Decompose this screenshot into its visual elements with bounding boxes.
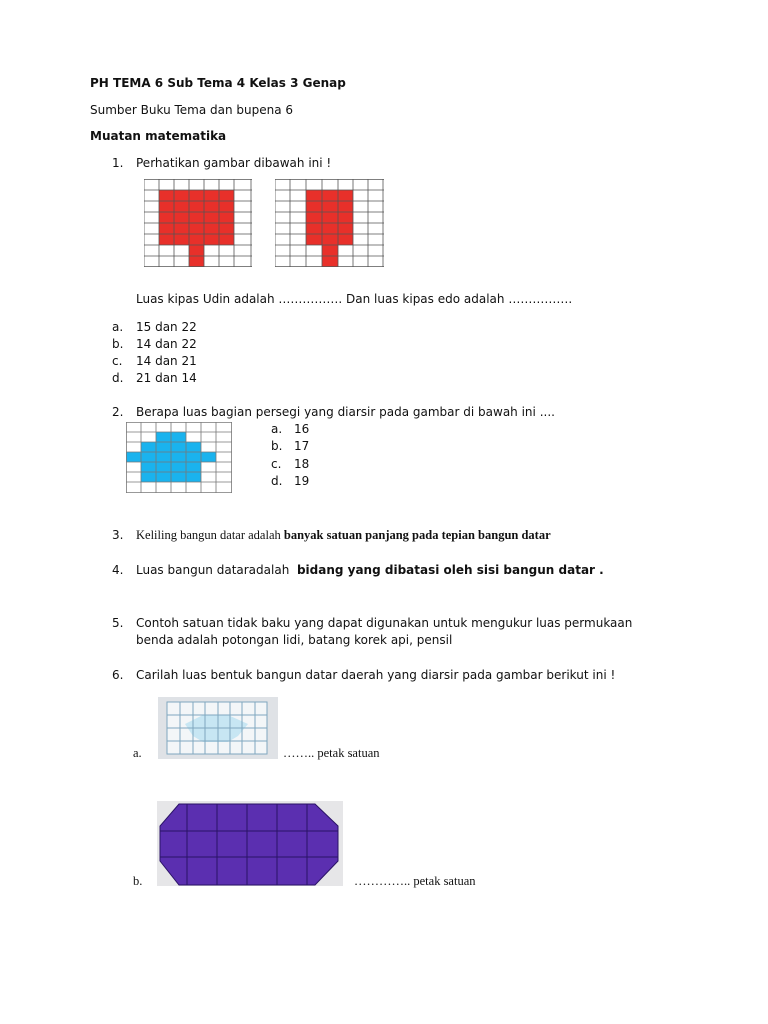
q1-option-text: 15 dan 22: [136, 320, 197, 334]
q1-option-letter: b.: [112, 337, 124, 351]
q3-text-bold: banyak satuan panjang pada tepian bangun datar: [283, 528, 551, 542]
q6b-letter: b.: [133, 874, 143, 888]
q1-statement: Luas kipas Udin adalah ……………. Dan luas kipas edo adalah …………….: [136, 292, 573, 306]
q2-option-text: 16: [294, 422, 310, 436]
q4-text-normal: Luas bangun dataradalah: [136, 563, 297, 577]
q4-text-bold: bidang yang dibatasi oleh sisi bangun datar .: [296, 563, 604, 577]
q6a-figure: [158, 697, 278, 759]
q1-option-letter: d.: [112, 371, 124, 385]
q1-edo-shaded-area: [306, 190, 353, 267]
q1-fan-udin-figure: [144, 179, 252, 267]
source-text: Sumber Buku Tema dan bupena 6: [90, 103, 294, 117]
q1-udin-shaded-area: [159, 190, 234, 267]
subject-heading: Muatan matematika: [90, 129, 227, 143]
q2-option-letter: c.: [271, 457, 282, 471]
q5-text-line2: benda adalah potongan lidi, batang korek api, pensil: [136, 633, 453, 647]
q6b-figure: [157, 801, 343, 886]
q2-option-letter: d.: [271, 474, 283, 488]
q2-option-letter: b.: [271, 439, 283, 453]
q2-text: Berapa luas bagian persegi yang diarsir pada gambar di bawah ini ....: [136, 405, 555, 419]
q4-text: [136, 563, 604, 577]
q6a-letter: a.: [133, 746, 142, 760]
q1-option-text: 14 dan 22: [136, 337, 197, 351]
q3-text-normal: Keliling bangun datar adalah: [136, 528, 284, 542]
q2-option-text: 17: [294, 439, 310, 453]
q3-number: 3.: [112, 528, 124, 542]
q6b-answer: ………….. petak satuan: [354, 874, 476, 888]
q5-number: 5.: [112, 616, 124, 630]
q1-text: Perhatikan gambar dibawah ini !: [136, 156, 332, 170]
q6a-answer: …….. petak satuan: [283, 746, 380, 760]
q1-option-text: 14 dan 21: [136, 354, 197, 368]
q1-number: 1.: [112, 156, 124, 170]
q2-shape-figure: [126, 422, 232, 493]
page-title: PH TEMA 6 Sub Tema 4 Kelas 3 Genap: [90, 76, 346, 90]
q6-number: 6.: [112, 668, 124, 682]
q1-option-text: 21 dan 14: [136, 371, 197, 385]
q2-option-text: 19: [294, 474, 310, 488]
q1-option-letter: a.: [112, 320, 124, 334]
q4-number: 4.: [112, 563, 124, 577]
q2-option-letter: a.: [271, 422, 283, 436]
q6-text: Carilah luas bentuk bangun datar daerah yang diarsir pada gambar berikut ini !: [136, 668, 616, 682]
q3-text: [136, 528, 551, 542]
q1-fan-edo-figure: [275, 179, 384, 267]
q5-text-line1: Contoh satuan tidak baku yang dapat digunakan untuk mengukur luas permukaan: [136, 616, 633, 630]
q1-option-letter: c.: [112, 354, 123, 368]
q2-option-text: 18: [294, 457, 310, 471]
q2-number: 2.: [112, 405, 124, 419]
